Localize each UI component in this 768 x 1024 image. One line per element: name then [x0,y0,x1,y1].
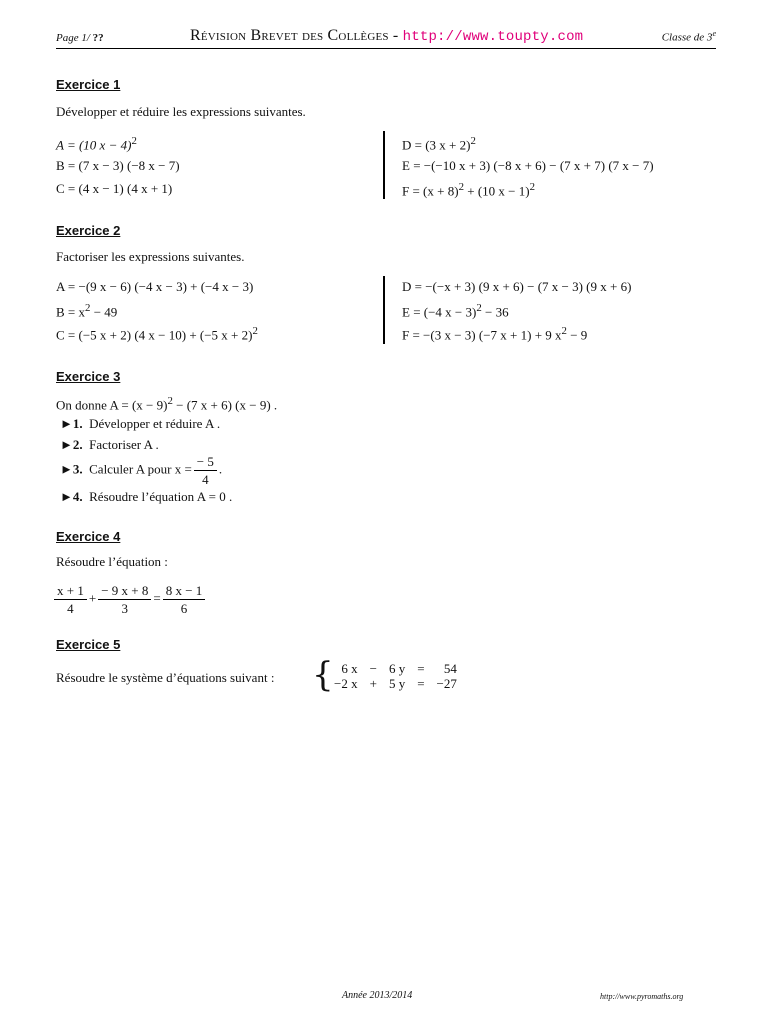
footer-site-link[interactable]: http://www.pyromaths.org [600,992,684,1001]
exercise-3-item-1: ►1. Développer et réduire A . [60,416,221,431]
ex1-expr-e: E = −(−10 x + 3) (−8 x + 6) − (7 x + 7) (7 x − 7) [402,158,654,173]
ex2-expr-d: D = −(−x + 3) (9 x + 6) − (7 x − 3) (9 x + 6) [402,279,632,294]
exercise-5-title: Exercice 5 [56,637,121,652]
equation-system [328,661,463,691]
exercise-3-item-3: ►3. Calculer A pour x = $\frac{- 5}{4}$ . [60,454,223,487]
exercise-3-item-2: ►2. Factoriser A . [60,437,159,452]
system-row: 6 x − 6 y = 54 [341,661,457,676]
exercise-1-title: Exercice 1 [56,77,121,92]
footer-year: Année 2013/2014 [342,990,413,1001]
ex1-expr-c: C = (4 x − 1) (4 x + 1) [56,181,173,196]
exercise-4-title: Exercice 4 [56,529,121,544]
site-link[interactable]: http://www.toupty.com [402,29,584,45]
ex1-expr-f: $F = (x + 8)^2 + (10$ x − 1)$^2$ [402,181,535,199]
ex2-expr-c: C = (−5 x + 2) (4 x − 10) + (−5 x + 2)$^2$ [56,325,258,343]
system-row: −2 x + 5 y = −27 [334,676,457,691]
exercise-3-item-4: ►4. Résoudre l’équation A = 0 . [60,489,233,504]
class-label: Classe de 3e [661,29,716,44]
exercise-2-title: Exercice 2 [56,223,121,238]
exercise-1-instruction: Développer et réduire les expressions suivantes. [56,104,306,119]
ex2-expr-e: E = (−4 x − 3)$^2$ − 36 [402,302,509,320]
column-divider [383,276,385,344]
exercise-2-instruction: Factoriser les expressions suivantes. [56,249,245,264]
ex2-expr-b: $B = x^2 - 49$ [56,302,118,320]
page-number: Page 1/ ?? [56,32,104,44]
exercise-3-intro: On donne $A = (x - 9)^2 - (7$ x + 6) (x − 9) . [56,395,278,413]
ex1-expr-b: B = (7 x − 3) (−8 x − 7) [56,158,180,173]
exercise-4-equation: $\frac{x + 1}{4}$ + $\frac{- 9 x + 8}{3}$ = $\frac{8 x - 1}{6}$ [52,583,207,616]
ex1-expr-a: A = (10 x − 4)$^2$ [56,135,137,153]
page-header [56,26,716,49]
ex1-expr-d: D = (3 x + 2)$^2$ [402,135,476,153]
system-brace: { [312,655,334,695]
page-title: Révision Brevet des Collèges - http://www.toupty.com [190,27,584,45]
exercise-4-instruction: Résoudre l’équation : [56,554,168,569]
ex2-expr-a: A = −(9 x − 6) (−4 x − 3) + (−4 x − 3) [56,279,254,294]
ex2-expr-f: F = −(3 x − 3) (−7 x + 1) + 9 $x^2 - 9$ [402,325,588,343]
exercise-5-instruction: Résoudre le système d’équations suivant : [56,670,275,685]
column-divider [383,131,385,199]
exercise-3-title: Exercice 3 [56,369,121,384]
